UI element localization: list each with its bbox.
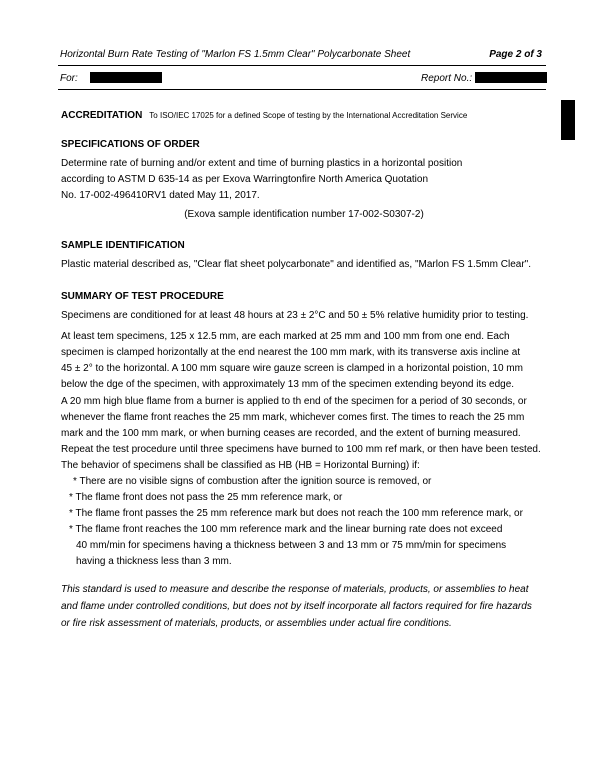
specifications-body [61, 156, 547, 204]
redaction-report-number [475, 72, 547, 83]
for-label: For: [60, 73, 78, 84]
summary-line: The behavior of specimens shall be classified as HB (HB = Horizontal Burning) if: [61, 460, 420, 471]
classification-bullet: * The flame front reaches the 100 mm reference mark and the linear burning rate does not exceed [69, 524, 503, 535]
specifications-line: No. 17-002-496410RV1 dated May 11, 2017. [61, 190, 260, 201]
disclaimer-paragraph [61, 581, 551, 632]
page-number: Page 2 of 3 [489, 49, 542, 60]
specifications-line: Determine rate of burning and/or extent and time of burning plastics in a horizontal position [61, 158, 463, 169]
accreditation-label: ACCREDITATION [61, 110, 143, 121]
redaction-client [90, 72, 162, 83]
summary-line: At least tem specimens, 125 x 12.5 mm, are each marked at 25 mm and 100 mm from one end. Each [61, 331, 510, 342]
header-title: Horizontal Burn Rate Testing of "Marlon FS 1.5mm Clear" Polycarbonate Sheet [60, 49, 411, 60]
summary-line: 45 ± 2° to the horizontal. A 100 mm square wire gauze screen is clamped in a horizontal poistion, 10 mm [61, 363, 523, 374]
summary-paragraph-2 [61, 329, 547, 393]
summary-line: A 20 mm high blue flame from a burner is applied to th end of the specimen for a period of 30 seconds, or [61, 396, 527, 407]
summary-paragraph-3 [61, 394, 547, 474]
accreditation-line [61, 110, 467, 121]
sample-identification-note: (Exova sample identification number 17-002-S0307-2) [184, 209, 424, 220]
sample-identification-line: Plastic material described as, "Clear flat sheet polycarbonate" and identified as, "Marlon FS 1.5mm Clear". [61, 259, 531, 270]
classification-bullet: * The flame front does not pass the 25 mm reference mark, or [69, 492, 343, 503]
specifications-heading: SPECIFICATIONS OF ORDER [61, 139, 200, 150]
summary-line: Specimens are conditioned for at least 48 hours at 23 ± 2°C and 50 ± 5% relative humidity prior to testing. [61, 310, 529, 321]
classification-bullet: * The flame front passes the 25 mm reference mark but does not reach the 100 mm reference mark, or [69, 508, 523, 519]
disclaimer-line: This standard is used to measure and describe the response of materials, products, or assemblies to heat [61, 584, 529, 595]
summary-line: specimen is clamped horizontally at the end nearest the 100 mm mark, with its transverse axis incline at [61, 347, 521, 358]
accreditation-text: To ISO/IEC 17025 for a defined Scope of testing by the International Accreditation Service [149, 111, 468, 120]
summary-line: whenever the flame front reaches the 25 mm mark, whichever comes first. The times to reach the 25 mm [61, 412, 525, 423]
classification-bullet: * There are no visible signs of combustion after the ignition source is removed, or [73, 476, 432, 487]
disclaimer-line: or fire risk assessment of materials, products, or assemblies under actual fire conditions. [61, 618, 452, 629]
header-divider-bottom [58, 89, 546, 90]
disclaimer-line: and flame under controlled conditions, but does not by itself incorporate all factors required for fire hazards [61, 601, 532, 612]
summary-line: Repeat the test procedure until three specimens have burned to 100 mm ref mark, or then have been tested. [61, 444, 541, 455]
summary-line: below the dge of the specimen, with approximately 13 mm of the specimen extending beyond its edge. [61, 379, 515, 390]
summary-line: mark and the 100 mm mark, or when burning ceases are recorded, and the extent of burning measured. [61, 428, 521, 439]
sample-identification-heading: SAMPLE IDENTIFICATION [61, 240, 185, 251]
sample-identification-text [61, 257, 547, 273]
classification-bullet-continuation: having a thickness less than 3 mm. [76, 556, 232, 567]
margin-marker [561, 100, 575, 140]
classification-bullet-continuation: 40 mm/min for specimens having a thickness between 3 and 13 mm or 75 mm/min for specimens [76, 540, 507, 551]
header-divider-top [58, 65, 546, 66]
specifications-line: according to ASTM D 635-14 as per Exova Warringtonfire North America Quotation [61, 174, 429, 185]
summary-heading: SUMMARY OF TEST PROCEDURE [61, 291, 224, 302]
report-number-label: Report No.: [421, 73, 473, 84]
summary-paragraph-1 [61, 308, 547, 324]
